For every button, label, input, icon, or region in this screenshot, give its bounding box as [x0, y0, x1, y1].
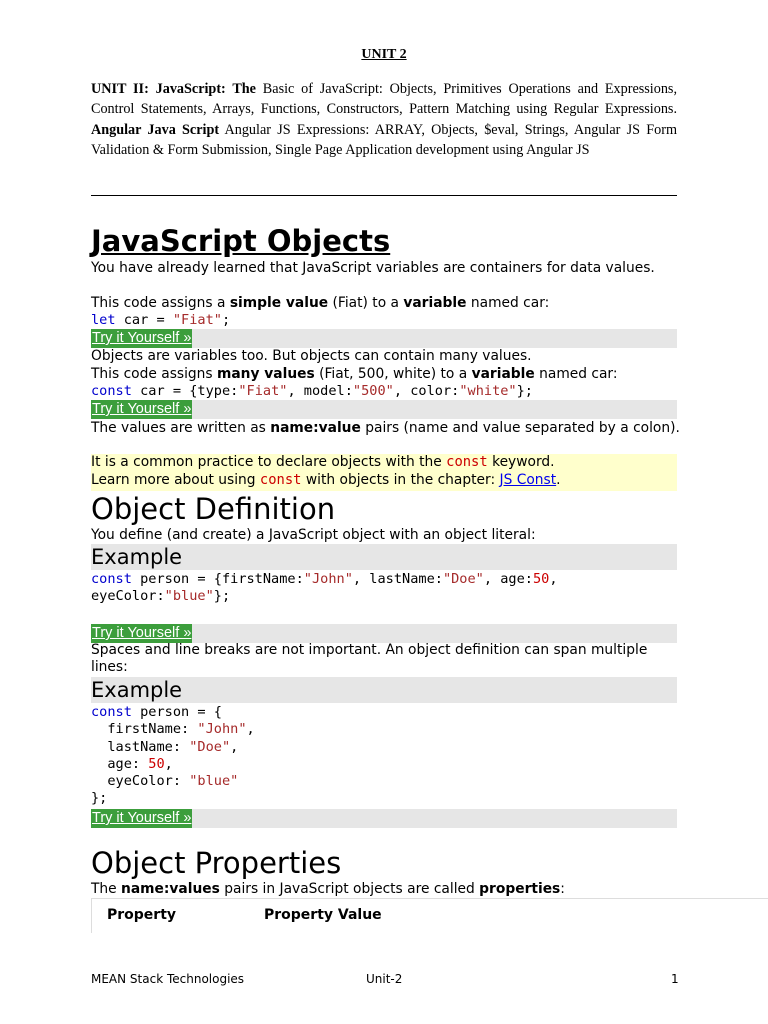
bold-variable: variable	[471, 366, 535, 382]
code-text: lastName:	[91, 738, 190, 755]
code-text: ;	[221, 312, 231, 328]
footer-left: MEAN Stack Technologies	[91, 972, 245, 986]
try-row-1	[91, 329, 677, 348]
note-const-keyword: const	[446, 454, 488, 470]
syllabus-angular-heading: Angular Java Script	[91, 121, 220, 138]
try-it-yourself-button-2[interactable]: Try it Yourself »	[92, 401, 192, 417]
section-title-properties: Object Properties	[91, 846, 342, 880]
text-span: with objects in the chapter:	[301, 471, 500, 488]
page-number: 1	[671, 972, 679, 986]
code-text: eyeColor:	[91, 773, 190, 790]
code-text: ,	[164, 755, 173, 772]
text-span: The	[91, 881, 122, 897]
spaces-linebreaks-text: Spaces and line breaks are not important. An object definition can span multiple lines:	[91, 642, 648, 676]
code-text: };	[516, 383, 533, 399]
text-span: (Fiat) to a	[328, 295, 404, 311]
code-text: firstName:	[91, 721, 198, 738]
code-number: 50	[148, 755, 165, 772]
code-text: eyeColor:	[91, 588, 165, 605]
syllabus-lead: UNIT II: JavaScript: The	[91, 81, 256, 97]
code-string: "Fiat"	[238, 383, 288, 399]
unit-heading: UNIT 2	[361, 47, 407, 62]
column-header-property-value: Property Value	[264, 907, 382, 923]
text-span: keyword.	[487, 454, 555, 470]
text-span: This code assigns a	[91, 295, 230, 311]
code-person-inline	[91, 571, 558, 606]
const-note-box	[91, 454, 677, 491]
code-const-car	[91, 383, 533, 400]
horizontal-rule	[91, 195, 677, 196]
syllabus-paragraph	[91, 79, 677, 160]
definition-intro: You define (and create) a JavaScript object with an object literal:	[91, 527, 536, 543]
section-title-objects: JavaScript Objects	[91, 224, 391, 258]
bold-variable: variable	[403, 295, 467, 311]
example-heading-2: Example	[91, 677, 677, 703]
text-span: The values are written as	[91, 420, 271, 436]
example-heading-1: Example	[91, 544, 677, 570]
code-text: , model:	[287, 383, 353, 399]
text-span: pairs (name and value separated by a colon).	[360, 420, 680, 436]
properties-table-header	[91, 898, 768, 933]
code-keyword: const	[91, 571, 132, 587]
code-let-car	[91, 312, 230, 329]
code-string: "blue"	[164, 588, 214, 605]
syllabus-text-2: Angular JS Expressions: ARRAY, Objects, $eval, Strings, Angular JS Form Validation & Form Submission, Single Page Application development using Angular JS	[91, 121, 677, 158]
code-string: "Doe"	[442, 571, 484, 587]
try-it-yourself-button-4[interactable]: Try it Yourself »	[92, 810, 192, 826]
code-keyword: const	[91, 704, 132, 720]
text-span: Learn more about using	[91, 471, 260, 488]
code-text: , lastName:	[352, 571, 443, 587]
try-it-yourself-button-3[interactable]: Try it Yourself »	[92, 625, 192, 641]
code-text: ,	[549, 571, 558, 587]
bold-name-value: name:value	[270, 420, 361, 436]
code-string: "Fiat"	[172, 312, 222, 328]
objects-intro: You have already learned that JavaScript variables are containers for data values.	[91, 260, 655, 276]
properties-intro	[91, 881, 681, 898]
text-span: This code assigns	[91, 366, 217, 382]
code-text: ,	[230, 738, 239, 755]
bold-simple-value: simple value	[229, 295, 329, 311]
bold-properties: properties	[479, 881, 561, 897]
code-text: age:	[91, 755, 149, 772]
code-text: car =	[115, 312, 173, 328]
code-person-multiline	[91, 704, 255, 808]
code-keyword: const	[91, 383, 132, 399]
text-span: It is a common practice to declare objects with the	[91, 454, 447, 470]
try-row-2	[91, 400, 677, 419]
text-span: pairs in JavaScript objects are called	[219, 881, 480, 897]
name-value-pairs-text	[91, 420, 681, 437]
code-string: "white"	[459, 383, 517, 399]
note-const-keyword: const	[259, 471, 302, 488]
code-text: car = {type:	[131, 383, 239, 399]
note-line-2	[91, 472, 677, 490]
code-string: "John"	[197, 721, 247, 738]
try-row-3	[91, 624, 677, 643]
code-text: ,	[246, 721, 255, 738]
code-string: "500"	[352, 383, 394, 399]
code-text: };	[213, 588, 231, 605]
bold-many-values: many values	[216, 366, 315, 382]
bold-name-values: name:values	[121, 881, 220, 897]
simple-value-text	[91, 295, 681, 312]
js-const-link[interactable]: JS Const	[499, 471, 557, 488]
code-text: };	[91, 790, 108, 807]
objects-too-text: Objects are variables too. But objects can contain many values.	[91, 348, 532, 364]
note-line-1	[91, 454, 677, 472]
code-text: , age:	[483, 571, 533, 587]
syllabus-text-1: Basic of JavaScript: Objects, Primitives Operations and Expressions, Control Statements, Arrays, Functions, Constructors, Pattern Matching using Regular Expressions.	[91, 81, 677, 118]
column-header-property: Property	[107, 907, 177, 923]
code-string: "Doe"	[189, 738, 231, 755]
text-span: named car:	[466, 295, 550, 311]
text-span: :	[560, 881, 565, 897]
try-it-yourself-button-1[interactable]: Try it Yourself »	[92, 330, 192, 346]
try-row-4	[91, 809, 677, 828]
code-text: person = {firstName:	[131, 571, 304, 587]
text-span: named car:	[534, 366, 618, 382]
code-string: "John"	[303, 571, 353, 587]
code-number: 50	[532, 571, 550, 587]
text-span: .	[556, 471, 561, 488]
text-span: (Fiat, 500, white) to a	[314, 366, 472, 382]
code-keyword: let	[91, 312, 116, 328]
section-title-definition: Object Definition	[91, 492, 336, 526]
many-values-text	[91, 366, 681, 383]
code-text: , color:	[393, 383, 460, 399]
code-string: "blue"	[189, 773, 239, 790]
footer-center: Unit-2	[366, 972, 403, 986]
code-text: person = {	[131, 704, 222, 720]
